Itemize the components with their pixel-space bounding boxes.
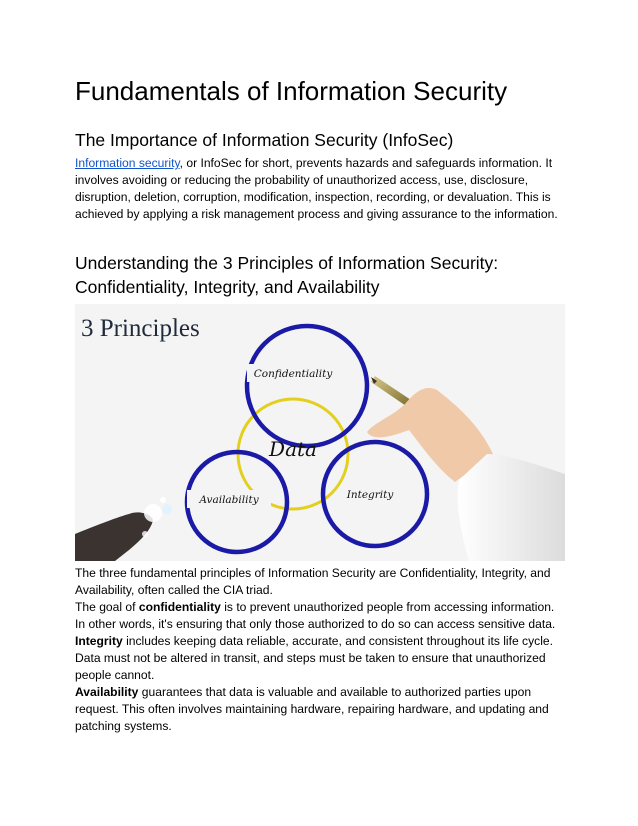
availability-paragraph xyxy=(75,684,565,735)
principles-text xyxy=(75,565,565,735)
confidentiality-text: is to prevent unauthorized people from accessing information. In other words, it's ensuring that only those authorized to do so can access sensitive data. xyxy=(75,600,556,631)
confidentiality-paragraph xyxy=(75,599,565,633)
figure-title: 3 Principles xyxy=(81,315,200,342)
section-heading-importance: The Importance of Information Security (InfoSec) xyxy=(75,130,454,150)
intro-paragraph-text: , or InfoSec for short, prevents hazards and safeguards information. It involves avoiding or reducing the probability of unauthorized access, use, disclosure, disruption, deletion, corruption, modification, inspection, recording, or devaluation. This is achieved by applying a risk management process and giving assurance to the information. xyxy=(75,156,558,221)
availability-term: Availability xyxy=(75,685,139,699)
cia-triad-image xyxy=(75,304,565,561)
integrity-term: Integrity xyxy=(75,634,123,648)
cia-intro-paragraph: The three fundamental principles of Information Security are Confidentiality, Integrity, and Availability, often called the CIA triad. xyxy=(75,566,551,597)
document-title: Fundamentals of Information Security xyxy=(75,76,508,106)
availability-label: Availability xyxy=(199,494,259,506)
integrity-label: Integrity xyxy=(346,489,394,501)
intro-paragraph xyxy=(75,155,565,223)
confidentiality-label: Confidentiality xyxy=(253,368,333,380)
confidentiality-lead: The goal of xyxy=(75,600,139,614)
integrity-text: includes keeping data reliable, accurate, and consistent throughout its life cycle. Data must not be altered in transit, and steps must be taken to ensure that unauthorized people cannot. xyxy=(75,634,553,682)
section-heading-principles: Understanding the 3 Principles of Information Security: Confidentiality, Integrity, and Availability xyxy=(75,253,499,297)
confidentiality-term: confidentiality xyxy=(138,600,221,614)
data-label: Data xyxy=(269,437,317,461)
integrity-paragraph xyxy=(75,633,565,684)
availability-text: guarantees that data is valuable and available to authorized parties upon request. This often involves maintaining hardware, repairing hardware, and updating and patching systems. xyxy=(75,685,549,733)
cia-triad-illustration xyxy=(75,304,565,561)
information-security-link[interactable]: Information security xyxy=(75,156,180,170)
